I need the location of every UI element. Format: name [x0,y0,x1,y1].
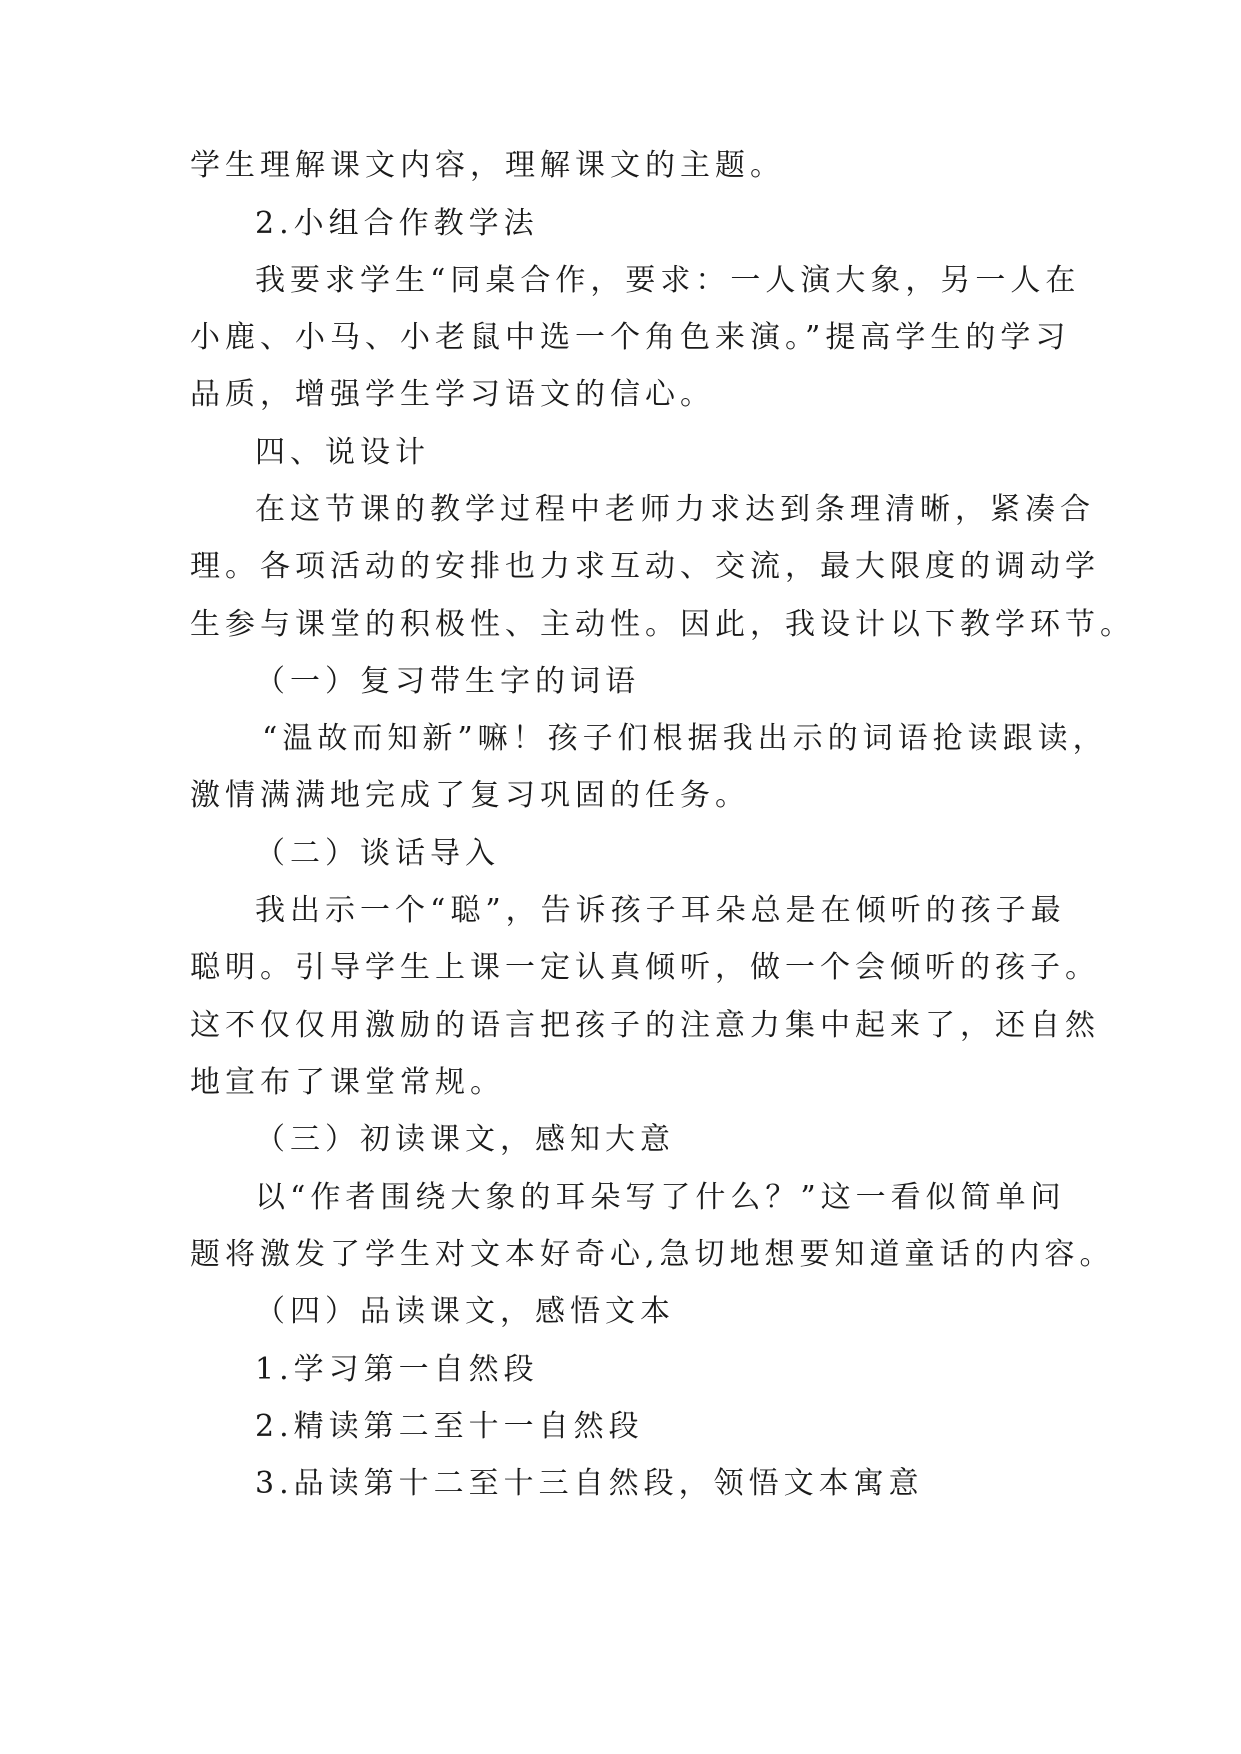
paragraph-line: 生参与课堂的积极性、主动性。因此，我设计以下教学环节。 [190,607,1135,642]
paragraph-line: 我出示一个“聪”，告诉孩子耳朵总是在倾听的孩子最 [255,893,1066,928]
list-item: 1.学习第一自然段 [255,1352,539,1387]
paragraph-line: 小鹿、小马、小老鼠中选一个角色来演。”提高学生的学习 [190,320,1071,355]
paragraph-line: 学生理解课文内容，理解课文的主题。 [190,148,785,183]
list-item: 2.精读第二至十一自然段 [255,1409,644,1444]
paragraph-line: 以“作者围绕大象的耳朵写了什么？”这一看似简单问 [255,1180,1066,1215]
paragraph-line: 聪明。引导学生上课一定认真倾听，做一个会倾听的孩子。 [190,950,1100,985]
paragraph-line: 品质，增强学生学习语文的信心。 [190,377,715,412]
section-heading: 四、说设计 [255,435,430,470]
subsection-heading: （二）谈话导入 [255,836,500,871]
subsection-heading: （三）初读课文，感知大意 [255,1122,675,1157]
paragraph-line: 我要求学生“同桌合作，要求：一人演大象，另一人在 [255,263,1081,298]
paragraph-line: 题将激发了学生对文本好奇心,急切地想要知道童话的内容。 [190,1237,1115,1272]
paragraph-line: 这不仅仅用激励的语言把孩子的注意力集中起来了，还自然 [190,1008,1100,1043]
paragraph-line: 激情满满地完成了复习巩固的任务。 [190,778,750,813]
paragraph-line: “温故而知新”嘛！孩子们根据我出示的词语抢读跟读， [262,721,1108,756]
paragraph-line: 在这节课的教学过程中老师力求达到条理清晰，紧凑合 [255,492,1095,527]
subsection-heading: （一）复习带生字的词语 [255,664,640,699]
subsection-heading: （四）品读课文，感悟文本 [255,1294,675,1329]
list-heading: 2.小组合作教学法 [255,206,539,241]
paragraph-line: 地宣布了课堂常规。 [190,1065,505,1100]
list-item: 3.品读第十二至十三自然段，领悟文本寓意 [255,1466,924,1501]
paragraph-line: 理。各项活动的安排也力求互动、交流，最大限度的调动学 [190,549,1100,584]
